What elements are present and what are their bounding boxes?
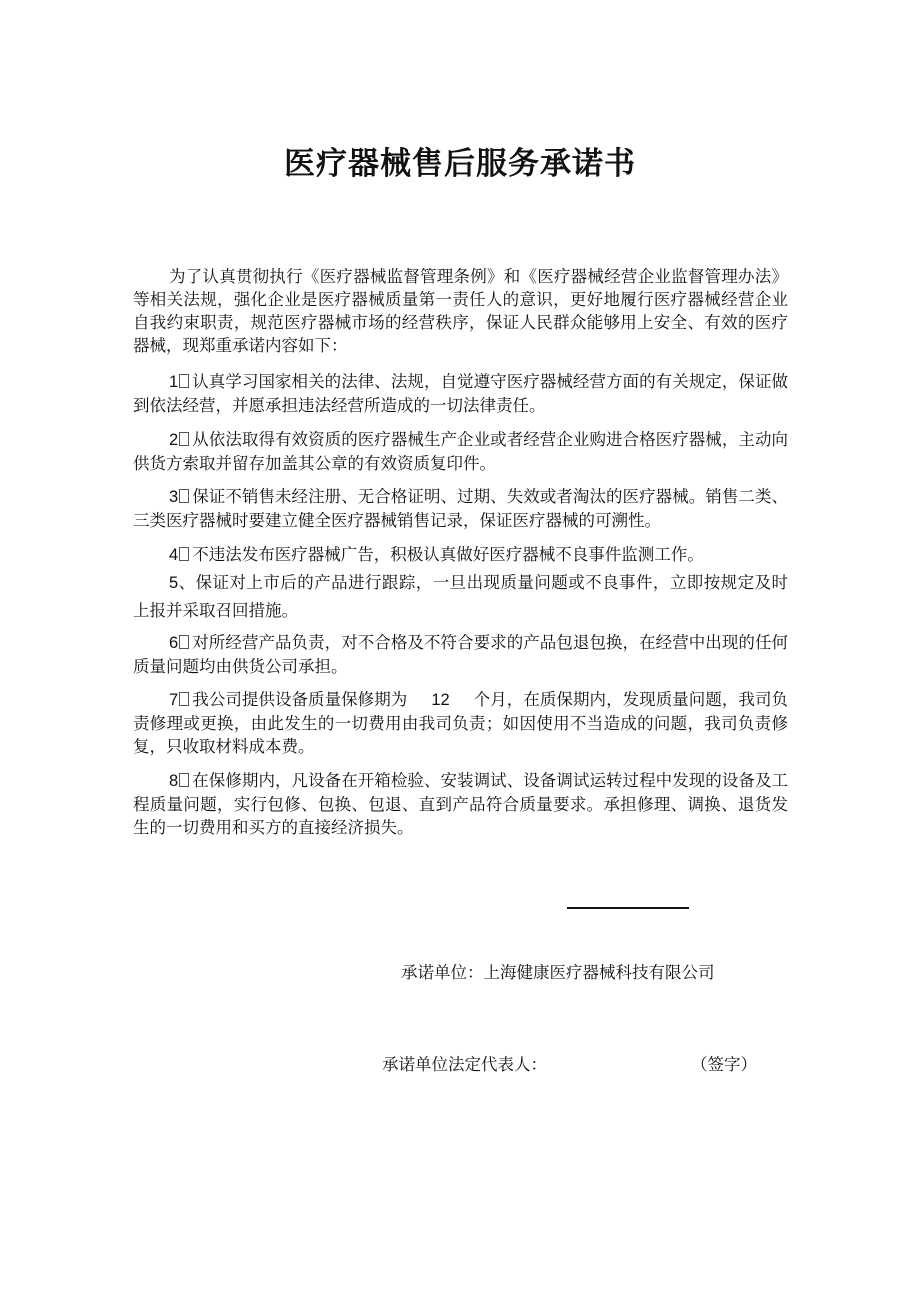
commitment-item-1 (133, 370, 788, 417)
item-text: 不违法发布医疗器械广告，积极认真做好医疗器械不良事件监测工作。 (192, 545, 704, 564)
item-text: 保证不销售未经注册、无合格证明、过期、失效或者淘汰的医疗器械。销售二类、三类医疗器械时要建立健全医疗器械销售记录，保证医疗器械的可溯性。 (133, 487, 788, 530)
commitment-item-4 (133, 543, 788, 567)
item-number: 8 (169, 772, 179, 790)
item-text: 在保修期内，凡设备在开箱检验、安装调试、设备调试运转过程中发现的设备及工程质量问题，实行包修、包换、包退、直到产品符合质量要求。承担修理、调换、退货发生的一切费用和买方的直接经济损失。 (133, 771, 788, 837)
item-text: 保证对上市后的产品进行跟踪，一旦出现质量问题或不良事件，立即按规定及时上报并采取召回措施。 (133, 573, 788, 620)
item-number: 7 (169, 691, 179, 709)
missing-glyph-icon (179, 547, 189, 561)
page-title: 医疗器械售后服务承诺书 (284, 146, 636, 182)
company-name: 上海健康医疗器械科技有限公司 (483, 963, 715, 982)
missing-glyph-icon (179, 374, 189, 388)
item-number: 5、 (169, 574, 196, 592)
commitment-item-6 (133, 631, 788, 678)
commitment-item-8 (133, 769, 788, 839)
missing-glyph-icon (179, 489, 189, 503)
item-number: 2 (169, 431, 179, 449)
sign-note: （签字） (691, 1055, 757, 1074)
missing-glyph-icon (179, 692, 189, 706)
item-text: 对所经营产品负责，对不合格及不符合要求的产品包退包换，在经营中出现的任何质量问题均由供货公司承担。 (133, 633, 788, 676)
legal-representative-label: 承诺单位法定代表人： (382, 1055, 547, 1074)
item-text: 从依法取得有效资质的医疗器械生产企业或者经营企业购进合格医疗器械，主动向供货方索取并留存加盖其公章的有效资质复印件。 (133, 430, 788, 473)
missing-glyph-icon (179, 635, 189, 649)
item-number: 4 (169, 546, 179, 564)
signature-line (567, 907, 689, 909)
item-number: 3 (169, 488, 179, 506)
commitment-item-5 (133, 569, 788, 624)
item-text: 认真学习国家相关的法律、法规，自觉遵守医疗器械经营方面的有关规定，保证做到依法经营，并愿承担违法经营所造成的一切法律责任。 (133, 372, 788, 415)
item-number: 6 (169, 634, 179, 652)
missing-glyph-icon (179, 432, 189, 446)
warranty-months: 12 (431, 691, 450, 709)
item-number: 1 (169, 373, 179, 391)
commitment-item-2 (133, 428, 788, 475)
commitment-item-7 (133, 688, 788, 758)
company-label: 承诺单位： (401, 963, 484, 982)
item-text: 我公司提供设备质量保修期为 (192, 690, 408, 709)
intro-paragraph: 为了认真贯彻执行《医疗器械监督管理条例》和《医疗器械经营企业监督管理办法》等相关法规，强化企业是医疗器械质量第一责任人的意识，更好地履行医疗器械经营企业自我约束职责，规范医疗器械市场的经营秩序，保证人民群众能够用上安全、有效的医疗器械，现郑重承诺内容如下： (133, 267, 788, 355)
company-line (401, 959, 715, 983)
commitment-item-3 (133, 485, 788, 532)
missing-glyph-icon (179, 773, 189, 787)
item-text: 个月，在质保期内，发现质量问题，我司负责修理或更换，由此发生的一切费用由我司负责；如因使用不当造成的问题，我司负责修复，只收取材料成本费。 (133, 690, 789, 756)
